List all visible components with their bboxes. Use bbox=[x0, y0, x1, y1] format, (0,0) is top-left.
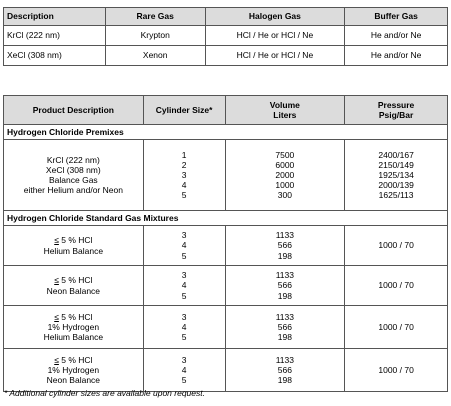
column-header-rare-gas: Rare Gas bbox=[105, 8, 205, 26]
section-title-premixes: Hydrogen Chloride Premixes bbox=[4, 125, 448, 140]
cell-description: KrCl (222 nm) bbox=[4, 26, 106, 46]
less-equal-symbol: ≤ bbox=[54, 354, 59, 365]
column-header-halogen-gas: Halogen Gas bbox=[205, 8, 345, 26]
less-equal-symbol: ≤ bbox=[54, 235, 59, 246]
column-header-description: Description bbox=[4, 8, 106, 26]
cell-pressure: 1000 / 70 bbox=[345, 226, 448, 266]
balance-gas: Neon Balance bbox=[46, 285, 101, 296]
cell-pressures: 2400/167 2150/149 1925/134 2000/139 1625/113 bbox=[345, 140, 448, 211]
product-table bbox=[3, 95, 448, 392]
cell-buffer-gas: He and/or Ne bbox=[345, 46, 448, 66]
table-row bbox=[4, 349, 448, 392]
cell-volumes: 7500 6000 2000 1000 300 bbox=[225, 140, 345, 211]
cell-volumes: 1133 566 198 bbox=[225, 349, 345, 392]
cell-pressure: 1000 / 70 bbox=[345, 266, 448, 306]
table-row bbox=[4, 266, 448, 306]
column-header-buffer-gas: Buffer Gas bbox=[345, 8, 448, 26]
cell-volumes: 1133 566 198 bbox=[225, 266, 345, 306]
table-header-row bbox=[4, 96, 448, 125]
cell-pressure: 1000 / 70 bbox=[345, 349, 448, 392]
section-title-mixtures: Hydrogen Chloride Standard Gas Mixtures bbox=[4, 211, 448, 226]
cell-product-description: KrCl (222 nm) XeCl (308 nm) Balance Gas either Helium and/or Neon bbox=[4, 140, 144, 211]
table-row bbox=[4, 140, 448, 211]
hcl-concentration: 5 % HCl bbox=[58, 354, 93, 365]
less-equal-symbol: ≤ bbox=[54, 275, 59, 286]
gas-composition-table bbox=[3, 7, 448, 66]
cell-halogen-gas: HCl / He or HCl / Ne bbox=[205, 26, 345, 46]
cell-rare-gas: Krypton bbox=[105, 26, 205, 46]
column-header-volume: Volume Liters bbox=[225, 96, 345, 125]
section-header-row bbox=[4, 211, 448, 226]
table-row bbox=[4, 226, 448, 266]
cell-description: XeCl (308 nm) bbox=[4, 46, 106, 66]
cell-product-description bbox=[4, 349, 144, 392]
cell-halogen-gas: HCl / He or HCl / Ne bbox=[205, 46, 345, 66]
cell-volumes: 1133 566 198 bbox=[225, 226, 345, 266]
cell-cylinder-sizes: 3 4 5 bbox=[143, 349, 225, 392]
cell-product-description bbox=[4, 266, 144, 306]
hcl-concentration: 5 % HCl bbox=[58, 275, 93, 286]
cell-cylinder-sizes: 3 4 5 bbox=[143, 306, 225, 349]
section-header-row bbox=[4, 125, 448, 140]
hcl-concentration: 5 % HCl bbox=[58, 311, 93, 322]
balance-gas: 1% Hydrogen Neon Balance bbox=[46, 364, 101, 385]
column-header-cylinder-size: Cylinder Size* bbox=[143, 96, 225, 125]
table-row bbox=[4, 26, 448, 46]
cell-product-description bbox=[4, 226, 144, 266]
cell-cylinder-sizes: 3 4 5 bbox=[143, 226, 225, 266]
cell-cylinder-sizes: 3 4 5 bbox=[143, 266, 225, 306]
less-equal-symbol: ≤ bbox=[54, 311, 59, 322]
table-row bbox=[4, 306, 448, 349]
balance-gas: 1% Hydrogen Helium Balance bbox=[43, 321, 104, 342]
cell-cylinder-sizes: 1 2 3 4 5 bbox=[143, 140, 225, 211]
cell-volumes: 1133 566 198 bbox=[225, 306, 345, 349]
column-header-product: Product Description bbox=[4, 96, 144, 125]
cell-product-description bbox=[4, 306, 144, 349]
column-header-pressure: Pressure Psig/Bar bbox=[345, 96, 448, 125]
balance-gas: Helium Balance bbox=[43, 245, 104, 256]
cell-buffer-gas: He and/or Ne bbox=[345, 26, 448, 46]
table-row bbox=[4, 46, 448, 66]
cell-pressure: 1000 / 70 bbox=[345, 306, 448, 349]
table-header-row bbox=[4, 8, 448, 26]
footnote: * Additional cylinder sizes are available upon request. bbox=[4, 388, 205, 398]
hcl-concentration: 5 % HCl bbox=[58, 235, 93, 246]
cell-rare-gas: Xenon bbox=[105, 46, 205, 66]
